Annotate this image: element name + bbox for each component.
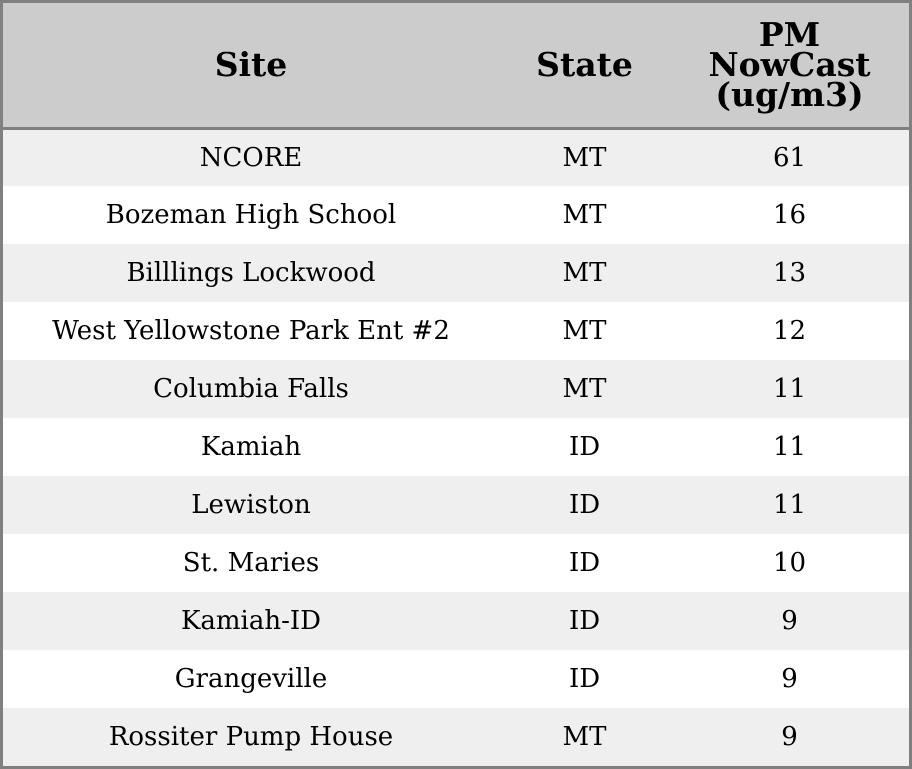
table-row	[3, 186, 909, 244]
table-row	[3, 418, 909, 476]
cell-pm-nowcast: 9	[781, 606, 798, 636]
table-row	[3, 360, 909, 418]
cell-site: Columbia Falls	[153, 374, 349, 404]
column-header-state	[499, 3, 670, 128]
cell-pm-nowcast: 9	[781, 722, 798, 752]
table-row	[3, 302, 909, 360]
table-row	[3, 650, 909, 708]
cell-site: Bozeman High School	[105, 200, 397, 230]
cell-site: West Yellowstone Park Ent #2	[52, 316, 450, 346]
cell-pm-nowcast: 11	[772, 432, 807, 462]
cell-pm-nowcast: 13	[772, 258, 807, 288]
column-header-site-line: Site	[214, 44, 288, 84]
cell-state: MT	[562, 722, 607, 752]
cell-state: MT	[562, 316, 607, 346]
cell-pm-nowcast: 11	[772, 490, 807, 520]
cell-pm-nowcast: 9	[781, 664, 798, 694]
cell-state: ID	[568, 606, 601, 636]
pm-nowcast-table	[3, 3, 909, 766]
column-header-pm-nowcast	[670, 3, 909, 128]
cell-state: ID	[568, 548, 601, 578]
column-header-site	[3, 3, 499, 128]
cell-state: MT	[562, 200, 607, 230]
column-header-state-line: State	[536, 44, 633, 84]
table-row	[3, 476, 909, 534]
cell-pm-nowcast: 12	[772, 316, 807, 346]
table-header	[3, 3, 909, 128]
table-row	[3, 244, 909, 302]
cell-pm-nowcast: 11	[772, 374, 807, 404]
cell-state: ID	[568, 664, 601, 694]
cell-pm-nowcast: 10	[772, 548, 807, 578]
cell-site: Grangeville	[174, 664, 328, 694]
column-header-pm-line-1: PM	[758, 14, 821, 54]
column-header-pm-line-3: (ug/m3)	[715, 74, 864, 114]
table-body	[3, 128, 909, 766]
cell-pm-nowcast: 16	[772, 200, 807, 230]
table-row	[3, 708, 909, 766]
cell-site: NCORE	[199, 142, 303, 173]
cell-state: ID	[568, 490, 601, 520]
cell-state: ID	[568, 432, 601, 462]
cell-site: Billlings Lockwood	[126, 258, 376, 288]
table-row	[3, 534, 909, 592]
table-row	[3, 592, 909, 650]
cell-state: MT	[562, 258, 607, 288]
cell-site: St. Maries	[182, 548, 320, 578]
cell-site: Kamiah	[200, 432, 302, 462]
cell-state: MT	[562, 374, 607, 404]
cell-site: Kamiah-ID	[180, 606, 322, 636]
cell-state: MT	[562, 142, 607, 173]
table-row	[3, 128, 909, 186]
cell-site: Lewiston	[191, 490, 311, 520]
cell-pm-nowcast: 61	[772, 142, 807, 173]
cell-site: Rossiter Pump House	[108, 722, 394, 752]
column-header-pm-line-2: NowCast	[708, 44, 871, 84]
header-row	[3, 3, 909, 128]
